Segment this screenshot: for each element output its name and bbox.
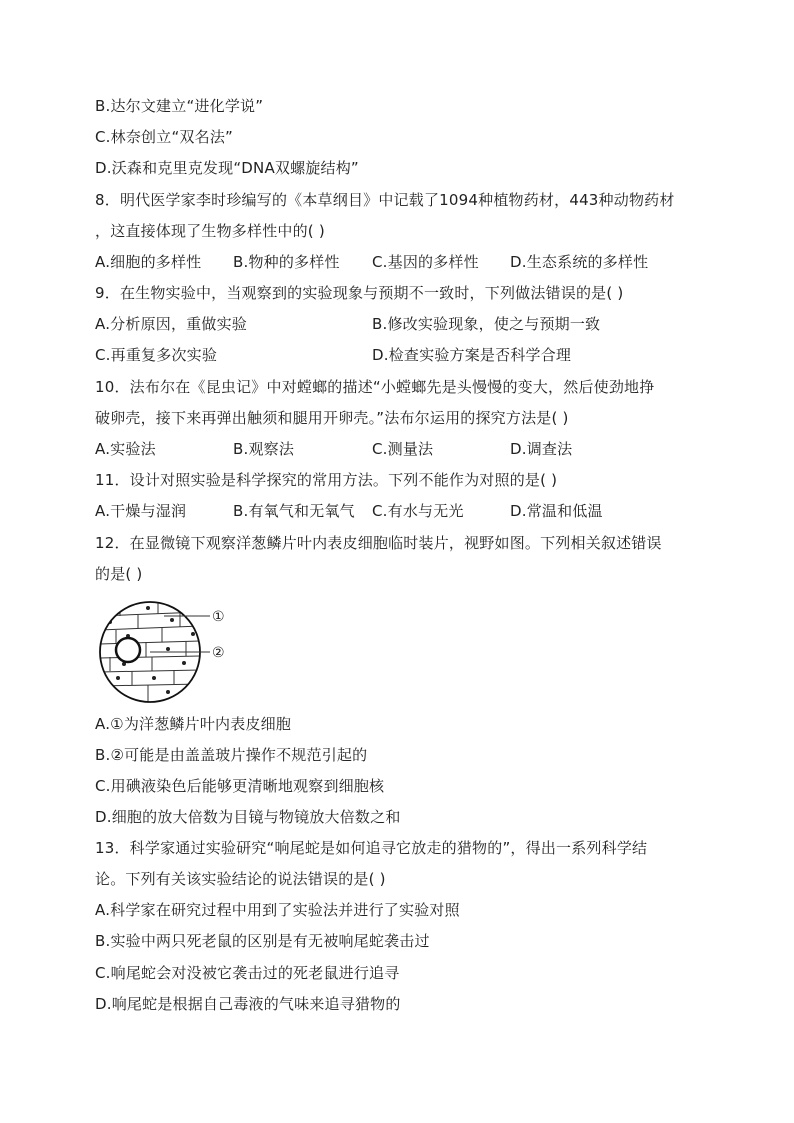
q8-stem-line1: 8．明代医学家李时珍编写的《本草纲目》中记载了1094种植物药材，443种动物药材 (95, 191, 675, 209)
q9-stem: 9．在生物实验中，当观察到的实验现象与预期不一致时，下列做法错误的是( ) (95, 284, 624, 302)
air-bubble (116, 638, 140, 662)
q8-option-d: D.生态系统的多样性 (510, 253, 649, 271)
q7-option-c: C.林奈创立“双名法” (95, 128, 233, 146)
q12-option-d: D.细胞的放大倍数为目镜与物镜放大倍数之和 (95, 808, 401, 826)
q7-option-b: B.达尔文建立“进化学说” (95, 97, 264, 115)
q12-option-b: B.②可能是由盖盖玻片操作不规范引起的 (95, 746, 368, 764)
q8-stem-line2: ，这直接体现了生物多样性中的( ) (95, 222, 325, 240)
figure-label-2: ② (212, 645, 225, 661)
q13-option-d: D.响尾蛇是根据自己毒液的气味来追寻猎物的 (95, 995, 401, 1013)
q13-stem-line1: 13．科学家通过实验研究“响尾蛇是如何追寻它放走的猎物的”，得出一系列科学结 (95, 839, 648, 857)
q9-option-d: D.检查实验方案是否科学合理 (372, 346, 572, 364)
q11-stem: 11．设计对照实验是科学探究的常用方法。下列不能作为对照的是( ) (95, 471, 558, 489)
q12-option-c: C.用碘液染色后能够更清晰地观察到细胞核 (95, 777, 385, 795)
q12-stem-line2: 的是( ) (95, 565, 143, 583)
q11-option-d: D.常温和低温 (510, 502, 603, 520)
q9-option-c: C.再重复多次实验 (95, 346, 218, 364)
q10-stem-line1: 10．法布尔在《昆虫记》中对螳螂的描述“小螳螂先是头慢慢的变大，然后使劲地挣 (95, 378, 655, 396)
q12-option-a: A.①为洋葱鳞片叶内表皮细胞 (95, 715, 292, 733)
q13-option-c: C.响尾蛇会对没被它袭击过的死老鼠进行追寻 (95, 964, 400, 982)
q8-option-b: B.物种的多样性 (233, 253, 340, 271)
figure-label-1: ① (212, 609, 225, 625)
q10-option-c: C.测量法 (372, 440, 434, 458)
q11-option-b: B.有氧气和无氧气 (233, 502, 355, 520)
q11-option-c: C.有水与无光 (372, 502, 464, 520)
q7-option-d: D.沃森和克里克发现“DNA双螺旋结构” (95, 159, 359, 177)
q12-stem-line1: 12．在显微镜下观察洋葱鳞片叶内表皮细胞临时装片，视野如图。下列相关叙述错误 (95, 534, 662, 552)
q10-option-d: D.调查法 (510, 440, 573, 458)
q9-option-a: A.分析原因，重做实验 (95, 315, 247, 333)
q10-option-a: A.实验法 (95, 440, 156, 458)
q10-stem-line2: 破卵壳，接下来再弹出触须和腿用开卵壳。”法布尔运用的探究方法是( ) (95, 409, 569, 427)
q9-option-b: B.修改实验现象，使之与预期一致 (372, 315, 601, 333)
q11-option-a: A.干燥与湿润 (95, 502, 187, 520)
q13-option-a: A.科学家在研究过程中用到了实验法并进行了实验对照 (95, 901, 460, 919)
q8-option-c: C.基因的多样性 (372, 253, 479, 271)
q10-option-b: B.观察法 (233, 440, 295, 458)
q13-stem-line2: 论。下列有关该实验结论的说法错误的是( ) (95, 870, 386, 888)
q8-option-a: A.细胞的多样性 (95, 253, 202, 271)
microscope-field-figure (98, 600, 238, 710)
q13-option-b: B.实验中两只死老鼠的区别是有无被响尾蛇袭击过 (95, 932, 430, 950)
